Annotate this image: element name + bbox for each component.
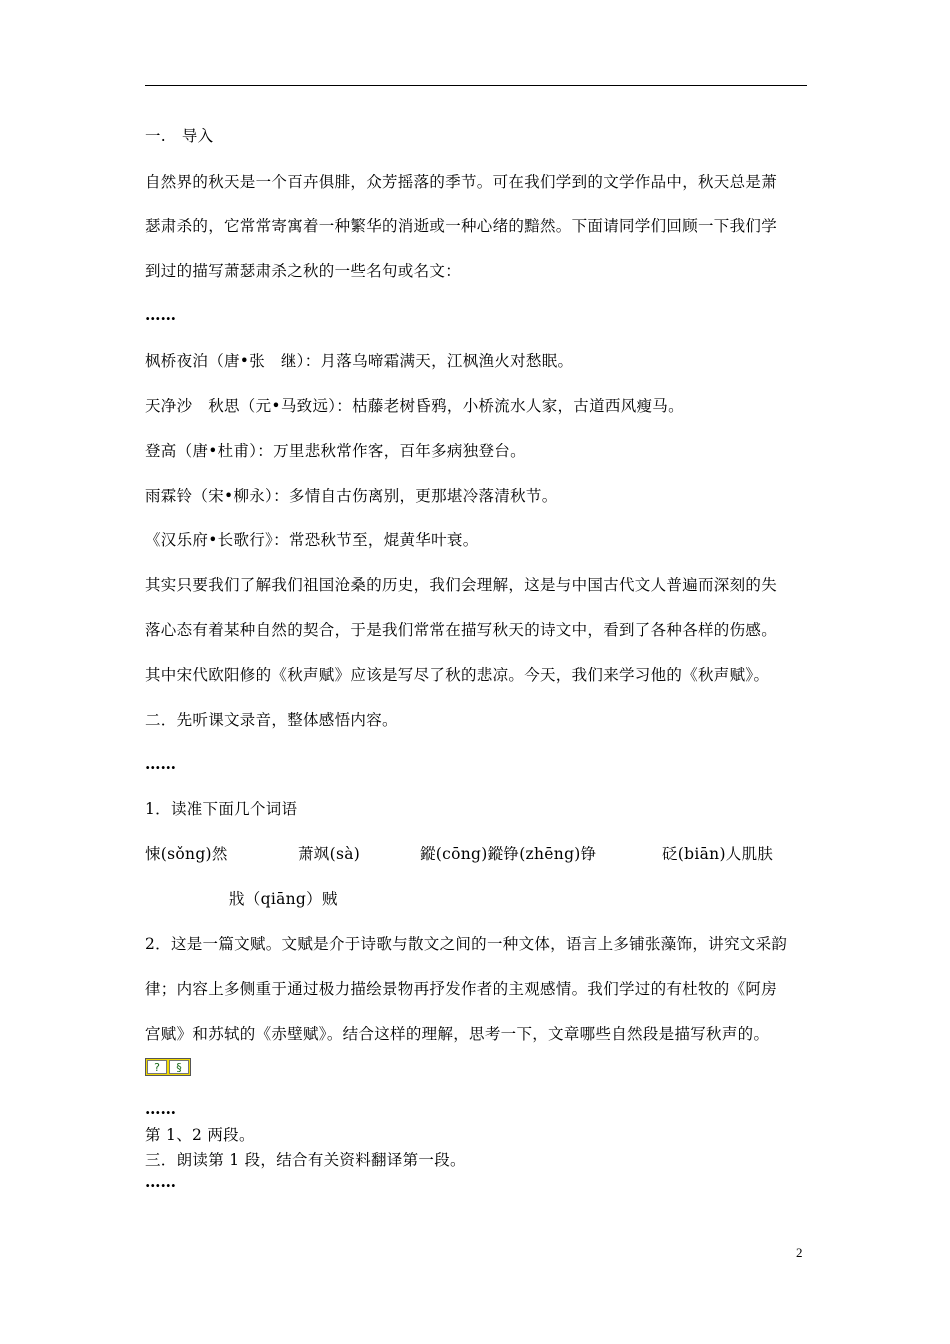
item-2-line-1: 2．这是一篇文赋。文赋是介于诗歌与散文之间的一种文体，语言上多铺张藻饰，讲究文采韵: [145, 935, 788, 953]
vocab-word: 鏦(cōng)鏦铮(zhēng)铮: [420, 845, 597, 863]
item-2-line-2: 律；内容上多侧重于通过极力描绘景物再抒发作者的主观感情。我们学过的有杜牧的《阿房: [145, 980, 778, 998]
ellipsis: ……: [145, 754, 176, 773]
section-2-heading: 二．先听课文录音，整体感悟内容。: [145, 711, 398, 729]
vocab-word: 砭(biān)人肌肤: [662, 845, 774, 863]
body-paragraph-line-1: 其实只要我们了解我们祖国沧桑的历史，我们会理解，这是与中国古代文人普遍而深刻的失: [145, 576, 778, 594]
poem-line: 雨霖铃（宋•柳永）：多情自古伤离别，更那堪冷落清秋节。: [145, 487, 558, 505]
intro-paragraph-line-2: 瑟肃杀的，它常常寄寓着一种繁华的消逝或一种心绪的黯然。下面请同学们回顾一下我们学: [145, 217, 778, 235]
ellipsis: ……: [145, 1172, 176, 1191]
poem-line: 《汉乐府•长歌行》：常恐秋节至，焜黄华叶衰。: [145, 531, 479, 549]
intro-paragraph-line-3: 到过的描写萧瑟肃杀之秋的一些名句或名文：: [145, 262, 462, 280]
ellipsis: ……: [145, 1099, 176, 1118]
intro-heading: 一. 导入: [145, 127, 214, 145]
ellipsis: ……: [145, 305, 176, 324]
poem-line: 天净沙 秋思（元•马致远）：枯藤老树昏鸦，小桥流水人家，古道西风瘦马。: [145, 397, 684, 415]
body-paragraph-line-2: 落心态有着某种自然的契合，于是我们常常在描写秋天的诗文中，看到了各种各样的伤感。: [145, 621, 778, 639]
poem-line: 登高（唐•杜甫）：万里悲秋常作客，百年多病独登台。: [145, 442, 526, 460]
item-2-line-3: 宫赋》和苏轼的《赤壁赋》。结合这样的理解，思考一下，文章哪些自然段是描写秋声的。: [145, 1025, 770, 1043]
vocab-word: 戕（qiāng）贼: [229, 890, 338, 908]
vocab-word: 萧飒(sà): [298, 845, 361, 863]
link-icon[interactable]: §: [169, 1060, 189, 1074]
poem-line: 枫桥夜泊（唐•张 继）：月落乌啼霜满天，江枫渔火对愁眠。: [145, 352, 574, 370]
toolbar-icons[interactable]: [145, 1058, 191, 1076]
page-number: 2: [796, 1245, 803, 1260]
body-paragraph-line-3: 其中宋代欧阳修的《秋声赋》应该是写尽了秋的悲凉。今天，我们来学习他的《秋声赋》。: [145, 666, 770, 684]
intro-paragraph-line-1: 自然界的秋天是一个百卉俱腓，众芳摇落的季节。可在我们学到的文学作品中，秋天总是萧: [145, 173, 778, 191]
item-1: 1．读准下面几个词语: [145, 800, 298, 818]
answer: 第 1、2 两段。: [145, 1126, 255, 1144]
vocab-word: 悚(sǒng)然: [145, 845, 228, 863]
edit-icon[interactable]: ?: [147, 1060, 167, 1074]
header-rule: [145, 85, 807, 86]
section-3-heading: 三．朗读第 1 段，结合有关资料翻译第一段。: [145, 1151, 466, 1169]
